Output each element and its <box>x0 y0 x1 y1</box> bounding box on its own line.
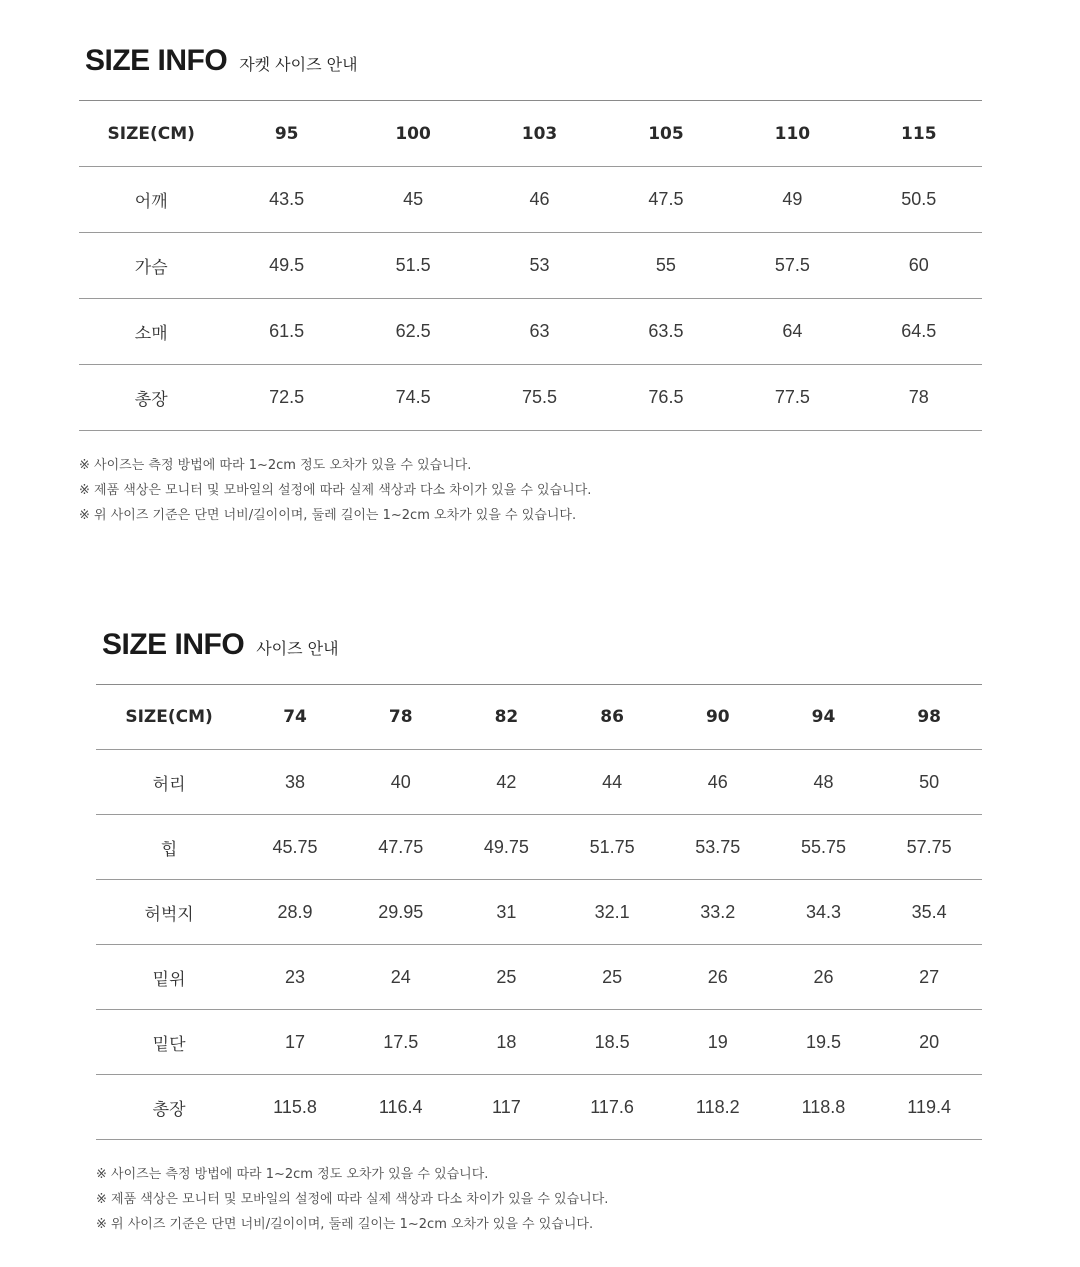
table-cell: 42 <box>496 771 517 792</box>
pants-title: SIZE INFO <box>102 628 245 661</box>
jacket-heading <box>79 44 982 84</box>
table-row <box>79 167 982 233</box>
table-cell: 19 <box>707 1031 728 1052</box>
table-cell: 51.75 <box>589 836 635 857</box>
table-cell: 19.5 <box>805 1031 841 1052</box>
row-label: 허벅지 <box>144 904 194 925</box>
table-cell: 48 <box>813 771 834 792</box>
table-cell: 78 <box>908 387 929 407</box>
table-cell: 49.5 <box>269 255 305 275</box>
pants-size-section <box>96 628 982 1237</box>
row-label: 총장 <box>134 390 168 410</box>
header-cell: 105 <box>648 123 684 144</box>
header-cell: SIZE(CM) <box>125 707 213 727</box>
table-cell: 118.2 <box>695 1096 740 1117</box>
table-cell: 74.5 <box>395 387 431 407</box>
table-cell: 50 <box>919 771 940 792</box>
header-cell: 98 <box>917 707 941 727</box>
table-row <box>79 233 982 299</box>
row-label: 총장 <box>152 1099 186 1120</box>
row-label: 어깨 <box>134 192 168 212</box>
table-cell: 17.5 <box>383 1031 419 1052</box>
table-cell: 44 <box>602 771 623 792</box>
table-cell: 75.5 <box>522 387 558 407</box>
header-cell: 82 <box>494 707 519 727</box>
table-cell: 77.5 <box>774 387 810 407</box>
table-cell: 60 <box>908 255 929 275</box>
table-row <box>96 750 982 815</box>
header-cell: 103 <box>521 123 558 144</box>
table-cell: 28.9 <box>277 901 313 922</box>
table-cell: 47.75 <box>378 836 424 857</box>
pants-notes <box>96 1162 982 1237</box>
table-cell: 117 <box>492 1096 521 1117</box>
note-line: ※ 위 사이즈 기준은 단면 너비/길이이며, 둘레 길이는 1~2cm 오차가 있을 수 있습니다. <box>79 508 577 523</box>
table-cell: 17 <box>285 1031 306 1052</box>
table-cell: 25 <box>496 966 517 987</box>
table-cell: 57.75 <box>906 836 952 857</box>
header-cell: 90 <box>705 707 730 727</box>
table-cell: 29.95 <box>378 901 424 922</box>
table-cell: 31 <box>496 901 517 922</box>
table-header-row <box>79 101 982 167</box>
row-label: 허리 <box>152 774 186 795</box>
table-cell: 23 <box>285 966 306 987</box>
table-cell: 45.75 <box>272 836 318 857</box>
row-label: 가슴 <box>134 258 168 278</box>
jacket-size-table <box>79 100 982 431</box>
table-cell: 35.4 <box>911 901 947 922</box>
table-cell: 26 <box>707 966 728 987</box>
table-cell: 64.5 <box>901 321 937 341</box>
header-cell: 74 <box>283 707 307 727</box>
table-cell: 53 <box>529 255 550 275</box>
header-cell: 115 <box>901 123 937 144</box>
header-cell: SIZE(CM) <box>107 123 195 144</box>
table-cell: 49 <box>782 189 803 209</box>
header-cell: 95 <box>274 123 299 144</box>
table-row <box>79 365 982 431</box>
table-cell: 63 <box>529 321 550 341</box>
table-row <box>79 299 982 365</box>
table-cell: 18 <box>496 1031 517 1052</box>
jacket-title: SIZE INFO <box>85 44 228 77</box>
table-cell: 119.4 <box>907 1096 952 1117</box>
jacket-subtitle: 자켓 사이즈 안내 <box>239 55 358 74</box>
table-cell: 46 <box>707 771 728 792</box>
table-row <box>96 1010 982 1075</box>
table-cell: 26 <box>813 966 834 987</box>
note-line: ※ 제품 색상은 모니터 및 모바일의 설정에 따라 실제 색상과 다소 차이가 있을 수 있습니다. <box>79 483 592 498</box>
table-row <box>96 815 982 880</box>
table-cell: 62.5 <box>395 321 431 341</box>
header-cell: 110 <box>774 123 811 144</box>
table-cell: 76.5 <box>648 387 684 407</box>
table-cell: 53.75 <box>695 836 741 857</box>
row-label: 밑위 <box>152 969 186 990</box>
pants-subtitle: 사이즈 안내 <box>256 639 339 658</box>
table-cell: 32.1 <box>594 901 630 922</box>
header-cell: 94 <box>811 707 836 727</box>
table-cell: 57.5 <box>774 255 810 275</box>
table-cell: 45 <box>403 189 424 209</box>
pants-size-table <box>96 684 982 1140</box>
table-cell: 25 <box>602 966 623 987</box>
table-cell: 46 <box>529 189 550 209</box>
table-header-row <box>96 685 982 750</box>
header-cell: 78 <box>388 707 413 727</box>
table-cell: 38 <box>285 771 306 792</box>
jacket-notes <box>79 453 982 528</box>
table-cell: 40 <box>390 771 411 792</box>
table-cell: 27 <box>919 966 940 987</box>
table-cell: 20 <box>919 1031 940 1052</box>
note-line: ※ 사이즈는 측정 방법에 따라 1~2cm 정도 오차가 있을 수 있습니다. <box>96 1167 489 1182</box>
table-cell: 49.75 <box>483 836 529 857</box>
table-cell: 118.8 <box>801 1096 846 1117</box>
note-line: ※ 위 사이즈 기준은 단면 너비/길이이며, 둘레 길이는 1~2cm 오차가 있을 수 있습니다. <box>96 1217 594 1232</box>
pants-table-body <box>96 685 982 1140</box>
table-cell: 55.75 <box>800 836 846 857</box>
table-cell: 116.4 <box>378 1096 423 1117</box>
table-cell: 51.5 <box>395 255 431 275</box>
table-cell: 55 <box>655 255 676 275</box>
table-cell: 117.6 <box>590 1096 634 1117</box>
note-line: ※ 제품 색상은 모니터 및 모바일의 설정에 따라 실제 색상과 다소 차이가 있을 수 있습니다. <box>96 1192 609 1207</box>
table-cell: 24 <box>390 966 411 987</box>
table-cell: 47.5 <box>648 189 684 209</box>
table-cell: 34.3 <box>805 901 841 922</box>
table-cell: 64 <box>782 321 803 341</box>
table-cell: 33.2 <box>700 901 736 922</box>
table-row <box>96 1075 982 1140</box>
table-cell: 115.8 <box>273 1096 317 1117</box>
row-label: 힙 <box>160 839 178 860</box>
table-cell: 61.5 <box>269 321 305 341</box>
jacket-table-body <box>79 101 982 431</box>
header-cell: 100 <box>395 123 431 144</box>
pants-heading <box>96 628 982 668</box>
table-cell: 72.5 <box>269 387 305 407</box>
note-line: ※ 사이즈는 측정 방법에 따라 1~2cm 정도 오차가 있을 수 있습니다. <box>79 458 472 473</box>
row-label: 밑단 <box>152 1034 186 1055</box>
table-row <box>96 945 982 1010</box>
jacket-size-section <box>79 44 982 528</box>
table-cell: 43.5 <box>269 189 305 209</box>
table-cell: 50.5 <box>901 189 937 209</box>
row-label: 소매 <box>134 324 168 344</box>
table-cell: 18.5 <box>594 1031 630 1052</box>
table-row <box>96 880 982 945</box>
header-cell: 86 <box>600 707 624 727</box>
table-cell: 63.5 <box>648 321 684 341</box>
